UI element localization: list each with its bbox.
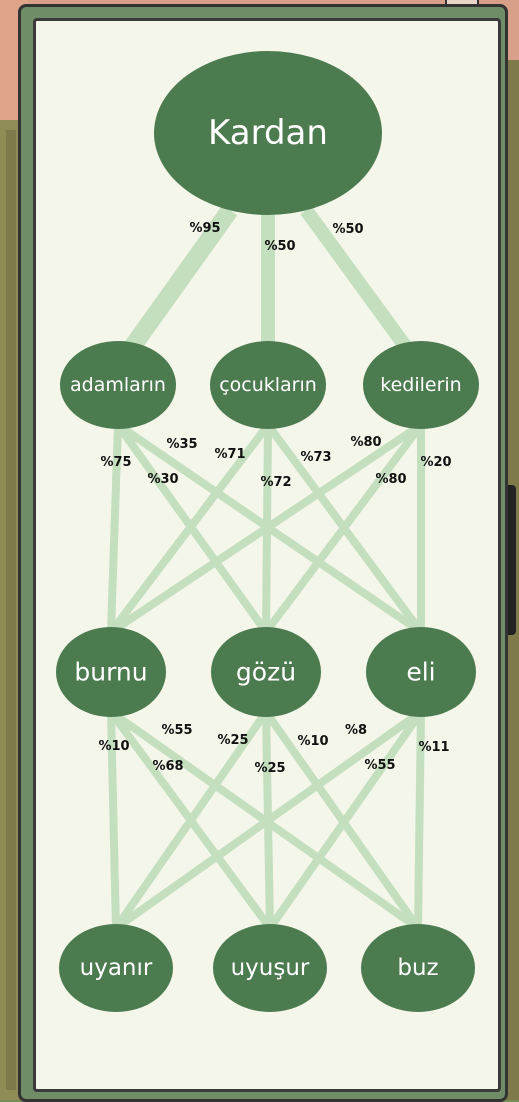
edge-l2-l3-5-percent: %10 xyxy=(297,734,329,749)
edge-l1-l2-3-percent: %71 xyxy=(214,447,246,462)
edge-root-2-percent: %50 xyxy=(332,222,364,237)
level3-node-1-label: uyuşur xyxy=(230,955,310,981)
level2-node-2[interactable] xyxy=(366,627,476,717)
edge-l1-l2-1-percent: %30 xyxy=(147,472,179,487)
edge-root-0-percent: %95 xyxy=(189,221,221,236)
level1-node-1-label: çocukların xyxy=(219,374,317,396)
root-node-kardan-label: Kardan xyxy=(208,113,328,153)
level3-node-2[interactable] xyxy=(361,924,475,1012)
level2-node-1-label: gözü xyxy=(235,657,297,687)
level3-node-1[interactable] xyxy=(213,924,327,1012)
edge-root-1-percent: %50 xyxy=(264,239,296,254)
root-node-kardan[interactable] xyxy=(154,51,382,215)
edge-l2-l3-6-percent: %8 xyxy=(344,723,368,738)
edge-l2-l3-0-percent: %10 xyxy=(98,739,130,754)
level2-node-0-label: burnu xyxy=(74,657,148,687)
edge-l2-l3-4-percent: %25 xyxy=(254,761,286,776)
edge-l1-l2-2-percent: %35 xyxy=(166,437,198,452)
level1-node-0-label: adamların xyxy=(70,374,166,396)
edge-l2-l3-1-percent: %68 xyxy=(152,759,184,774)
level3-node-0-label: uyanır xyxy=(79,955,153,981)
level3-node-0[interactable] xyxy=(59,924,173,1012)
edge-l2-l3-3-percent: %25 xyxy=(217,733,249,748)
level1-node-0[interactable] xyxy=(60,341,176,429)
edge-l2-l3-2-percent: %55 xyxy=(161,723,193,738)
level1-node-2-label: kedilerin xyxy=(380,374,462,396)
edge-l1-l2-7-percent: %80 xyxy=(375,472,407,487)
edge-l2-l3-8-percent: %11 xyxy=(418,740,450,755)
edge-l1-l2-0-percent: %75 xyxy=(100,455,132,470)
edge-l1-l2-4-percent: %72 xyxy=(260,475,292,490)
level2-node-0[interactable] xyxy=(56,627,166,717)
level2-node-2-label: eli xyxy=(406,657,436,687)
edge-l2-l3-7-percent: %55 xyxy=(364,758,396,773)
level1-node-1[interactable] xyxy=(210,341,326,429)
edge-l1-l2-6-percent: %80 xyxy=(350,435,382,450)
edge-l1-l2-8-percent: %20 xyxy=(420,455,452,470)
level2-node-1[interactable] xyxy=(211,627,321,717)
level1-node-2[interactable] xyxy=(363,341,479,429)
tree-edges xyxy=(111,210,421,928)
level3-node-2-label: buz xyxy=(397,955,439,981)
edge-l1-l2-5-percent: %73 xyxy=(300,450,332,465)
